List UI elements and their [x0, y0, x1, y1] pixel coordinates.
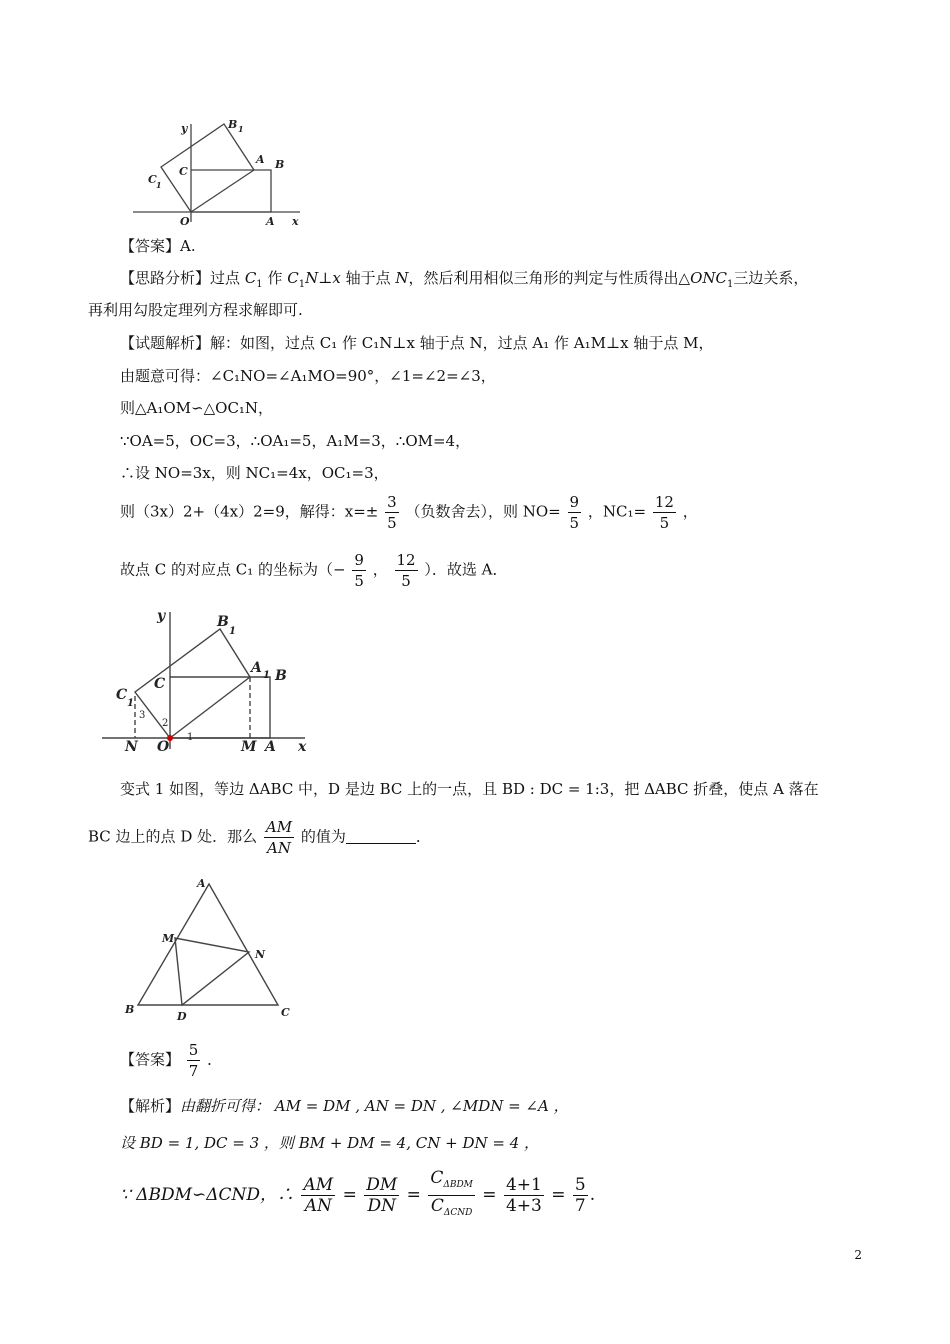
- variant-1-answer: [120, 1040, 222, 1081]
- equals-sign: =: [551, 1185, 566, 1205]
- numerator: 3: [387, 493, 397, 511]
- solution-step-1: 由题意可得：∠C₁NO=∠A₁MO=90°，∠1=∠2=∠3，: [120, 367, 496, 385]
- point-c-label: C: [179, 165, 188, 178]
- point-a1-label: A: [256, 153, 265, 166]
- denominator: 5: [401, 572, 411, 590]
- point-n-label: N: [125, 739, 138, 754]
- analysis-line-2: 再利用勾股定理列方程求解即可.: [88, 301, 303, 319]
- a1-subscript: 1: [263, 670, 270, 681]
- equation-text: ∵ ΔBDM∽ΔCND，∴: [120, 1185, 295, 1205]
- answer-value: A.: [180, 237, 196, 255]
- point-a-label: A: [266, 215, 275, 228]
- solution-step-3: ∵OA=5，OC=3，∴OA₁=5，A₁M=3，∴OM=4，: [120, 432, 471, 450]
- question-text: 的值为: [300, 827, 346, 846]
- variant-1-analysis: [120, 1096, 569, 1116]
- denominator: 7: [188, 1062, 199, 1080]
- fraction: [364, 1175, 399, 1216]
- numerator: 5: [188, 1041, 199, 1059]
- fraction: [653, 492, 676, 533]
- analysis-text: 轴于点: [345, 269, 391, 287]
- page-number: 2: [854, 1248, 862, 1262]
- solution-conclusion: [120, 550, 508, 591]
- subscript: ΔBDM: [443, 1180, 473, 1190]
- b1-subscript: 1: [238, 124, 244, 134]
- perimeter-c: C: [430, 1196, 444, 1216]
- perimeter-c: C: [430, 1168, 444, 1188]
- answer-label: 【答案】: [120, 1050, 181, 1069]
- point-m-label: M: [162, 932, 175, 945]
- solution-step-2: 则△A₁OM∽△OC₁N，: [120, 399, 274, 417]
- analysis-step-1: 设 BD = 1, DC = 3 ，则 BM + DM = 4, CN + DN = 4 ，: [120, 1134, 540, 1152]
- equation-text: ，: [682, 502, 698, 521]
- numerator: 9: [569, 493, 580, 511]
- denominator: 5: [387, 514, 397, 532]
- math-c: C: [287, 269, 299, 287]
- numerator: 4+1: [505, 1175, 542, 1195]
- conclusion-text: ，: [372, 560, 388, 579]
- denominator: 5: [659, 514, 670, 532]
- conclusion-text: ）．故选 A．: [424, 560, 508, 579]
- point-n-label: N: [255, 948, 266, 961]
- question-text: BC 边上的点 D 处．那么: [88, 827, 258, 846]
- subscript: ΔCND: [443, 1208, 473, 1218]
- numerator: AM: [265, 818, 293, 836]
- analysis-text: 过点: [210, 269, 241, 287]
- fraction: [352, 550, 366, 591]
- math-n: N: [395, 269, 409, 287]
- point-d-label: D: [177, 1010, 187, 1022]
- point-m-label: M: [241, 739, 257, 754]
- angle-1-label: 1: [187, 732, 194, 743]
- fraction: [573, 1175, 588, 1216]
- analysis-line: [120, 268, 808, 295]
- variant-1-question-2: [88, 817, 431, 858]
- equation-text: 则（3x）2+（4x）2=9，解得：x=±: [120, 502, 379, 521]
- equals-sign: =: [406, 1185, 421, 1205]
- solution-line: [120, 333, 713, 353]
- point-c1-label: C: [148, 173, 157, 186]
- point-b-label: B: [275, 668, 287, 684]
- point-a-label: A: [265, 739, 276, 754]
- x-axis-label: x: [292, 215, 299, 228]
- equals-sign: =: [342, 1185, 357, 1205]
- fraction: [301, 1175, 335, 1216]
- equation-text: （负数舍去），则 NO=: [405, 502, 561, 521]
- denominator: AN: [267, 839, 291, 857]
- figure-solution-diagram: [100, 604, 315, 754]
- y-axis-label: y: [181, 122, 188, 135]
- analysis-label: 【解析】: [120, 1097, 181, 1115]
- analysis-text: 作: [267, 269, 283, 287]
- period: .: [589, 1185, 596, 1205]
- numerator: 12: [396, 551, 416, 569]
- angle-2-label: 2: [162, 718, 169, 729]
- analysis-text: 三边关系，: [733, 269, 809, 287]
- point-b-label: B: [125, 1003, 135, 1016]
- denominator: [428, 1196, 475, 1223]
- point-c1-label: C: [116, 687, 128, 703]
- point-b-label: B: [275, 158, 285, 171]
- origin-label: O: [157, 739, 170, 754]
- solution-label: 【试题解析】: [120, 334, 211, 352]
- analysis-text: 由翻折可得： AM = DM , AN = DN , ∠MDN = ∠A ，: [180, 1097, 569, 1115]
- y-axis-label: y: [157, 608, 166, 624]
- fraction: [504, 1175, 544, 1216]
- figure-rotated-rectangle: [128, 112, 308, 230]
- figure-equilateral-triangle: [120, 872, 300, 1022]
- solution-step-4: ∴设 NO=3x，则 NC₁=4x，OC₁=3，: [120, 464, 389, 482]
- denominator: 5: [569, 514, 580, 532]
- subscript: 1: [298, 279, 306, 290]
- analysis-label: 【思路分析】: [120, 269, 211, 287]
- fraction: [187, 1040, 201, 1081]
- fraction: [395, 550, 418, 591]
- solution-text: 解：如图，过点 C₁ 作 C₁N⊥x 轴于点 N，过点 A₁ 作 A₁M⊥x 轴于点 M，: [210, 334, 714, 352]
- fraction-perimeter: [428, 1168, 475, 1223]
- answer-line: [120, 236, 196, 256]
- numerator: 5: [574, 1175, 586, 1195]
- denominator: 7: [574, 1196, 586, 1216]
- question-text: ．: [415, 827, 431, 846]
- origin-label: O: [180, 215, 190, 228]
- angle-3-label: 3: [139, 710, 146, 721]
- fraction-am-an: [264, 817, 294, 858]
- answer-label: 【答案】: [120, 237, 181, 255]
- numerator: 12: [654, 493, 674, 511]
- equation-text: ，NC₁=: [587, 502, 647, 521]
- point-a1-label: A: [251, 660, 262, 676]
- point-c-label: C: [154, 676, 166, 692]
- fraction: [568, 492, 582, 533]
- numerator: 9: [354, 551, 364, 569]
- denominator: DN: [367, 1196, 396, 1216]
- point-a-label: A: [197, 877, 206, 890]
- math-c: C: [244, 269, 257, 287]
- numerator: DM: [366, 1175, 398, 1195]
- c1-subscript: 1: [156, 180, 162, 190]
- denominator: 5: [354, 572, 364, 590]
- solution-step-5: [120, 492, 698, 533]
- numerator: AM: [303, 1175, 334, 1195]
- answer-text: ．: [207, 1050, 223, 1069]
- x-axis-label: x: [298, 739, 307, 754]
- equals-sign: =: [482, 1185, 497, 1205]
- b1-subscript: 1: [229, 626, 236, 637]
- answer-blank: [346, 829, 416, 844]
- c1-subscript: 1: [127, 698, 134, 709]
- point-b1-label: B: [217, 614, 229, 630]
- point-b1-label: B: [228, 118, 238, 131]
- denominator: AN: [304, 1196, 332, 1216]
- math-n-perp-x: N⊥x: [305, 269, 341, 287]
- variant-1-question: 变式 1 如图，等边 ΔABC 中，D 是边 BC 上的一点，且 BD : DC = 1:3，把 ΔABC 折叠，使点 A 落在: [120, 780, 819, 798]
- numerator: [428, 1168, 475, 1196]
- point-c-label: C: [281, 1006, 290, 1019]
- fraction: [385, 492, 399, 533]
- math-onc: ONC: [690, 269, 727, 287]
- subscript: 1: [256, 279, 263, 290]
- denominator: 4+3: [505, 1196, 542, 1216]
- analysis-text: ，然后利用相似三角形的判定与性质得出△: [408, 269, 691, 287]
- subscript: 1: [726, 279, 734, 290]
- analysis-step-2: [120, 1168, 595, 1223]
- conclusion-text: 故点 C 的对应点 C₁ 的坐标为（−: [120, 560, 346, 579]
